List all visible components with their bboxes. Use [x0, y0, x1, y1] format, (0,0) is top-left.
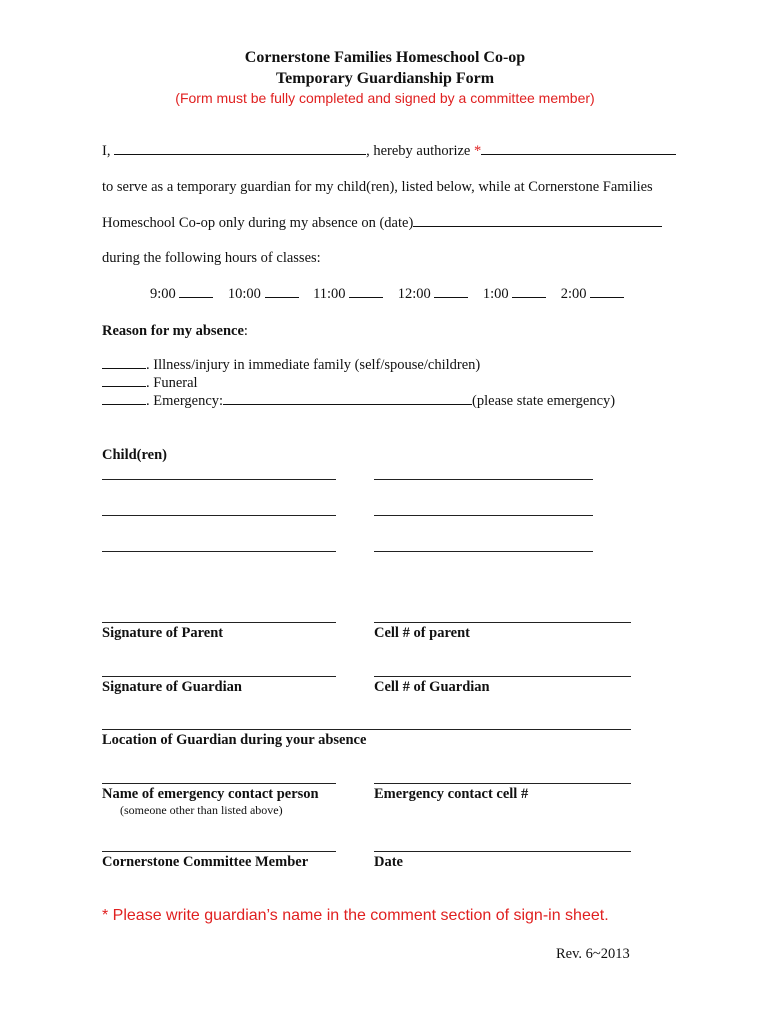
hour-label: 2:00 — [560, 286, 587, 302]
parent-cell-label: Cell # of parent — [374, 625, 470, 641]
reason-option-funeral — [102, 375, 198, 392]
asterisk-marker: * — [474, 143, 482, 159]
reason-option-illness — [102, 357, 480, 374]
hour-checkbox[interactable] — [349, 296, 383, 298]
reason-heading-text: Reason for my absence — [102, 323, 244, 339]
child-name-field[interactable] — [374, 515, 593, 516]
hour-label: 11:00 — [313, 286, 346, 302]
child-name-field[interactable] — [102, 479, 336, 480]
emergency-contact-name-label: Name of emergency contact person — [102, 786, 319, 802]
revision-label: Rev. 6~2013 — [556, 946, 630, 962]
guardian-signature-field[interactable] — [102, 676, 336, 677]
form-title: Temporary Guardianship Form — [275, 70, 495, 87]
parent-signature-label: Signature of Parent — [102, 625, 224, 641]
reason-option-separator: . — [146, 357, 154, 373]
reason-funeral-checkbox[interactable] — [102, 385, 146, 387]
reason-emergency-checkbox[interactable] — [102, 403, 146, 405]
absence-date-field[interactable] — [413, 225, 662, 227]
authorization-line — [102, 143, 676, 160]
class-hours-intro: during the following hours of classes: — [102, 250, 321, 266]
hour-label: 1:00 — [482, 286, 509, 302]
emergency-contact-cell-field[interactable] — [374, 783, 631, 784]
guardian-signature-label: Signature of Guardian — [102, 679, 242, 695]
hour-checkbox[interactable] — [512, 296, 546, 298]
absence-date-label: Homeschool Co-op only during my absence on (date) — [102, 215, 414, 231]
parent-signature-field[interactable] — [102, 622, 336, 623]
child-name-field[interactable] — [374, 479, 593, 480]
reason-heading-colon: : — [243, 323, 248, 339]
absence-date-line — [102, 215, 662, 232]
child-name-field[interactable] — [374, 551, 593, 552]
date-label: Date — [374, 854, 403, 870]
guardian-location-field[interactable] — [102, 729, 631, 730]
reason-heading — [102, 322, 248, 340]
reason-option-emergency — [102, 393, 615, 410]
authorize-text: , hereby authorize — [366, 143, 471, 159]
class-hours-row — [150, 286, 624, 303]
hour-label: 9:00 — [150, 286, 176, 302]
authorization-text-line2: to serve as a temporary guardian for my child(ren), listed below, while at Cornerstone Families — [102, 179, 653, 195]
footer-note: * Please write guardian’s name in the comment section of sign-in sheet. — [102, 907, 609, 924]
child-name-field[interactable] — [102, 551, 336, 552]
reason-illness-checkbox[interactable] — [102, 367, 146, 369]
hour-checkbox[interactable] — [265, 296, 299, 298]
emergency-contact-note: (someone other than listed above) — [120, 803, 283, 817]
hour-checkbox[interactable] — [590, 296, 624, 298]
form-title-org: Cornerstone Families Homeschool Co-op — [244, 49, 526, 66]
hour-checkbox[interactable] — [179, 296, 213, 298]
guardian-location-label: Location of Guardian during your absence — [102, 732, 367, 748]
reason-emergency-suffix: (please state emergency) — [472, 393, 616, 409]
guardian-cell-label: Cell # of Guardian — [374, 679, 490, 695]
child-name-field[interactable] — [102, 515, 336, 516]
form-subtitle: (Form must be fully completed and signed by a committee member) — [175, 90, 595, 106]
guardian-name-field[interactable] — [481, 153, 676, 155]
parent-cell-field[interactable] — [374, 622, 631, 623]
emergency-description-field[interactable] — [223, 403, 472, 405]
committee-member-label: Cornerstone Committee Member — [102, 854, 309, 870]
emergency-contact-name-field[interactable] — [102, 783, 336, 784]
reason-option-separator: . — [146, 375, 154, 391]
hour-label: 10:00 — [227, 286, 261, 302]
guardian-cell-field[interactable] — [374, 676, 631, 677]
reason-illness-label: Illness/injury in immediate family (self/spouse/children) — [153, 357, 481, 373]
date-field[interactable] — [374, 851, 631, 852]
hour-checkbox[interactable] — [434, 296, 468, 298]
reason-option-separator: . — [146, 393, 154, 409]
children-heading: Child(ren) — [102, 447, 167, 463]
authorization-prefix: I, — [102, 143, 111, 159]
hour-label: 12:00 — [397, 286, 431, 302]
reason-emergency-label: Emergency: — [153, 393, 224, 409]
emergency-contact-cell-label: Emergency contact cell # — [374, 786, 529, 802]
reason-funeral-label: Funeral — [153, 375, 198, 391]
parent-name-field[interactable] — [114, 153, 366, 155]
committee-member-field[interactable] — [102, 851, 336, 852]
